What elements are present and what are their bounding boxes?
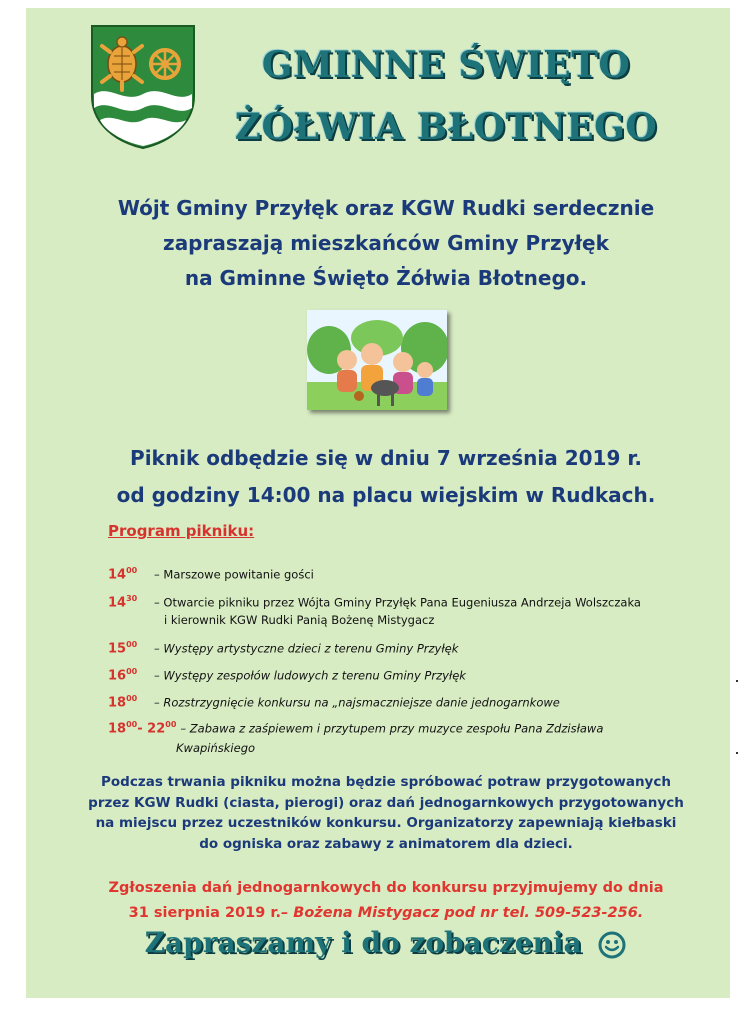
program-time: $18^{00}-$ $22^{00}$ — [108, 720, 177, 737]
mill-wheel-icon — [149, 48, 181, 80]
program-text: – Występy zespołów ludowych z terenu Gminy Przyłęk — [154, 668, 466, 683]
program-text: – Otwarcie pikniku przez Wójta Gminy Przyłęk Pana Eugeniusza Andrzeja Wolszczaka — [154, 595, 641, 610]
coat-of-arms-icon — [90, 24, 196, 150]
program-time: $15^{00}$ — [108, 640, 138, 657]
program-text: – Rozstrzygnięcie konkursu na „najsmaczniejsze danie jednogarnkowe — [154, 695, 560, 710]
info-line: przez KGW Rudki (ciasta, pierogi) oraz dań jednogarnkowych przygotowanych — [88, 794, 684, 811]
program-time: $18^{00}$ — [108, 694, 138, 711]
program-item — [108, 634, 458, 660]
closing-line — [76, 926, 696, 960]
title-line-1: GMINNE ŚWIĘTO — [261, 44, 631, 86]
program-text: – Występy artystyczne dzieci z terenu Gminy Przyłęk — [154, 641, 459, 656]
event-date-text — [86, 440, 686, 514]
program-text-continued: Kwapińskiego — [176, 741, 256, 755]
picnic-illustration — [307, 310, 447, 410]
info-line: do ogniska oraz zabawy z animatorem dla dzieci. — [199, 835, 573, 852]
program-time: $14^{30}$ — [108, 594, 138, 611]
scan-speck — [736, 752, 738, 754]
program-text-continued: i kierownik KGW Rudki Panią Bożenę Mistygacz — [164, 613, 435, 627]
program-time: $16^{00}$ — [108, 667, 138, 684]
registration-notice — [86, 876, 686, 926]
info-paragraph — [86, 772, 686, 854]
program-item — [108, 661, 466, 687]
registration-line: Zgłoszenia dań jednogarnkowych do konkursu przyjmujemy do dnia — [108, 880, 664, 896]
program-item — [108, 560, 314, 586]
info-line: Podczas trwania pikniku można będzie spróbować potraw przygotowanych — [101, 774, 671, 790]
event-date-line: od godziny 14:00 na placu wiejskim w Rudkach. — [116, 483, 656, 507]
closing-text: Zapraszamy i do zobaczenia — [144, 926, 582, 959]
registration-line — [86, 901, 686, 926]
poster — [26, 8, 730, 998]
program-item — [108, 688, 560, 714]
info-line: na miejscu przez uczestników konkursu. Organizatorzy zapewniają kiełbaski — [95, 815, 677, 831]
invitation-line: na Gminne Święto Żółwia Błotnego. — [184, 266, 588, 290]
invitation-line: zapraszają mieszkańców Gminy Przyłęk — [163, 231, 609, 255]
invitation-line: Wójt Gminy Przyłęk oraz KGW Rudki serdecznie — [117, 196, 655, 220]
registration-deadline: 31 sierpnia 2019 r. — [128, 905, 281, 921]
title-line-2: ŻÓŁWIA BŁOTNEGO — [234, 106, 658, 148]
program-text: – Marszowe powitanie gości — [154, 567, 314, 582]
scan-speck — [736, 680, 738, 682]
invitation-text — [86, 191, 686, 296]
program-time: $14^{00}$ — [108, 566, 138, 583]
event-date-line: Piknik odbędzie się w dniu 7 września 2019 r. — [130, 446, 642, 470]
program-heading: Program pikniku: — [108, 522, 255, 540]
registration-contact: – Bożena Mistygacz pod nr tel. 509-523-256. — [280, 905, 644, 921]
program-text: – Zabawa z zaśpiewem i przytupem przy muzyce zespołu Pana Zdzisława — [180, 721, 604, 736]
smiley-icon — [597, 930, 627, 960]
